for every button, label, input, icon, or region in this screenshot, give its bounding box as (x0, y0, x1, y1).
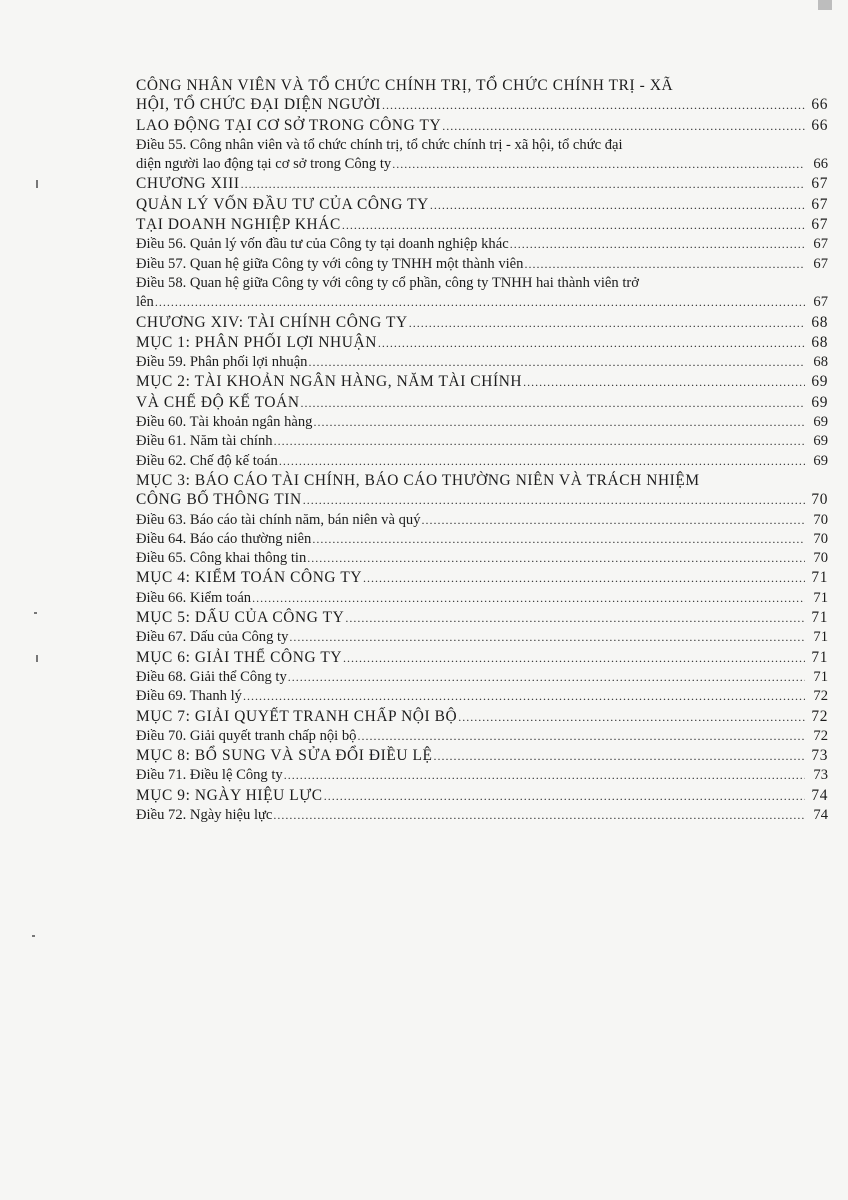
toc-entry-title: Điều 72. Ngày hiệu lực (136, 806, 273, 823)
dot-leader (342, 216, 805, 235)
toc-entry-title: Điều 67. Dấu của Công ty (136, 629, 289, 646)
dot-leader (430, 196, 805, 215)
toc-page-number: 74 (811, 786, 828, 804)
toc-page-number: 70 (813, 511, 828, 528)
dot-leader (422, 511, 806, 530)
toc-page-number: 74 (813, 806, 828, 823)
toc-entry-title: HỘI, TỔ CHỨC ĐẠI DIỆN NGƯỜI (136, 96, 381, 114)
toc-entry-title: MỤC 9: NGÀY HIỆU LỰC (136, 786, 323, 804)
toc-page-number: 69 (813, 433, 828, 450)
dot-leader (523, 373, 805, 392)
dot-leader (279, 452, 805, 471)
toc-entry-title: LAO ĐỘNG TẠI CƠ SỞ TRONG CÔNG TY (136, 116, 442, 134)
toc-entry-title: Điều 66. Kiểm toán (136, 589, 252, 606)
dot-leader (345, 609, 805, 628)
toc-entry (136, 746, 828, 766)
toc-entry-title: CÔNG BỐ THÔNG TIN (136, 491, 302, 509)
toc-page-number: 67 (811, 175, 828, 193)
dot-leader (274, 432, 805, 451)
toc-page-number: 67 (811, 195, 828, 213)
toc-entry (136, 530, 828, 549)
toc-page-number: 72 (813, 727, 828, 744)
toc-entry (136, 215, 828, 235)
toc-page-number: 68 (811, 313, 828, 331)
dot-leader (313, 413, 805, 432)
toc-entry-title: lên (136, 294, 154, 311)
toc-entry-title: Điều 64. Báo cáo thường niên (136, 530, 312, 547)
toc-line: CÔNG NHÂN VIÊN VÀ TỔ CHỨC CHÍNH TRỊ, TỔ CHỨC CHÍNH TRỊ - XÃ (136, 77, 674, 94)
toc-entry (136, 628, 828, 647)
toc-entry-title: Điều 63. Báo cáo tài chính năm, bán niên và quý (136, 511, 421, 528)
dot-leader (289, 628, 805, 647)
toc-entry (136, 353, 828, 372)
toc-entry (136, 608, 828, 628)
dot-leader (252, 589, 805, 608)
toc-page-number: 73 (811, 747, 828, 765)
toc-entry (136, 174, 828, 194)
dot-leader (324, 787, 805, 806)
toc-entry (136, 333, 828, 353)
toc-entry (136, 511, 828, 530)
dot-leader (241, 175, 805, 194)
toc-page-number: 72 (813, 688, 828, 705)
toc-page-number: 67 (813, 236, 828, 253)
toc-entry (136, 393, 828, 413)
toc-entry-title: Điều 57. Quan hệ giữa Công ty với công ty TNHH một thành viên (136, 255, 524, 272)
toc-page-number: 71 (813, 629, 828, 646)
scan-margin-mark (36, 655, 38, 662)
toc-line: Điều 58. Quan hệ giữa Công ty với công ty cổ phần, công ty TNHH hai thành viên trở (136, 274, 639, 291)
toc-entry (136, 235, 828, 254)
toc-page-number: 66 (813, 156, 828, 173)
toc-entry-title: MỤC 6: GIẢI THỂ CÔNG TY (136, 648, 343, 666)
toc-entry-title: CHƯƠNG XIV: TÀI CHÍNH CÔNG TY (136, 313, 408, 331)
toc-entry (136, 589, 828, 608)
toc-entry (136, 413, 828, 432)
toc-entry (136, 372, 828, 392)
toc-entry (136, 687, 828, 706)
toc-entry-title: Điều 69. Thanh lý (136, 688, 242, 705)
dot-leader (243, 687, 805, 706)
table-of-contents (136, 76, 828, 825)
toc-entry-title: CHƯƠNG XIII (136, 175, 240, 193)
toc-entry-title: MỤC 8: BỔ SUNG VÀ SỬA ĐỔI ĐIỀU LỆ (136, 747, 433, 765)
toc-entry (136, 786, 828, 806)
toc-entry-title: VÀ CHẾ ĐỘ KẾ TOÁN (136, 393, 300, 411)
toc-entry (136, 432, 828, 451)
toc-page-number: 70 (811, 491, 828, 509)
dot-leader (284, 766, 805, 785)
toc-entry-title: MỤC 1: PHÂN PHỐI LỢI NHUẬN (136, 333, 377, 351)
toc-entry-title: QUẢN LÝ VỐN ĐẦU TƯ CỦA CÔNG TY (136, 195, 429, 213)
scan-margin-mark (32, 935, 35, 937)
toc-entry (136, 255, 828, 274)
toc-entry-title: MỤC 5: DẤU CỦA CÔNG TY (136, 609, 345, 627)
toc-page-number: 67 (811, 216, 828, 234)
dot-leader (357, 727, 805, 746)
dot-leader (392, 155, 805, 174)
toc-page-number: 71 (811, 569, 828, 587)
toc-entry (136, 116, 828, 136)
toc-entry (136, 95, 828, 115)
toc-page-number: 71 (811, 648, 828, 666)
toc-entry-title: Điều 70. Giải quyết tranh chấp nội bộ (136, 727, 357, 744)
dot-leader (303, 491, 805, 510)
dot-leader (382, 96, 805, 115)
toc-entry (136, 568, 828, 588)
toc-entry-title: diện người lao động tại cơ sở trong Công ty (136, 156, 392, 173)
toc-entry (136, 707, 828, 727)
dot-leader (363, 569, 805, 588)
dot-leader (273, 806, 805, 825)
toc-page-number: 68 (811, 333, 828, 351)
toc-page-number: 69 (813, 414, 828, 431)
toc-page-number: 69 (811, 373, 828, 391)
toc-entry-title: Điều 68. Giải thể Công ty (136, 668, 287, 685)
toc-entry-title: Điều 71. Điều lệ Công ty (136, 767, 283, 784)
dot-leader (308, 353, 805, 372)
toc-page-number: 69 (813, 452, 828, 469)
toc-entry-title: Điều 59. Phân phối lợi nhuận (136, 354, 308, 371)
scan-margin-mark (34, 612, 37, 614)
toc-entry (136, 668, 828, 687)
scan-corner-mark (818, 0, 832, 10)
toc-entry (136, 648, 828, 668)
toc-line: Điều 55. Công nhân viên và tổ chức chính trị, tổ chức chính trị - xã hội, tổ chức đại (136, 136, 623, 153)
dot-leader (312, 530, 805, 549)
dot-leader (458, 708, 805, 727)
toc-entry-title: Điều 62. Chế độ kế toán (136, 452, 278, 469)
toc-page-number: 68 (813, 354, 828, 371)
toc-entry-title: Điều 61. Năm tài chính (136, 433, 273, 450)
toc-page-number: 66 (811, 116, 828, 134)
toc-line: MỤC 3: BÁO CÁO TÀI CHÍNH, BÁO CÁO THƯỜNG NIÊN VÀ TRÁCH NHIỆM (136, 471, 700, 489)
dot-leader (307, 549, 805, 568)
toc-entry-title: MỤC 4: KIỂM TOÁN CÔNG TY (136, 569, 363, 587)
toc-entry (136, 452, 828, 471)
toc-page-number: 71 (811, 609, 828, 627)
toc-page-number: 67 (813, 255, 828, 272)
dot-leader (510, 235, 805, 254)
toc-page-number: 71 (813, 589, 828, 606)
toc-entry-title: Điều 56. Quản lý vốn đầu tư của Công ty tại doanh nghiệp khác (136, 236, 509, 253)
dot-leader (343, 649, 805, 668)
toc-entry-title: MỤC 2: TÀI KHOẢN NGÂN HÀNG, NĂM TÀI CHÍNH (136, 373, 523, 391)
toc-entry (136, 727, 828, 746)
toc-page-number: 72 (811, 707, 828, 725)
dot-leader (288, 668, 805, 687)
toc-entry (136, 195, 828, 215)
dot-leader (442, 117, 805, 136)
toc-page-number: 73 (813, 767, 828, 784)
toc-page-number: 71 (813, 668, 828, 685)
toc-entry-title: MỤC 7: GIẢI QUYẾT TRANH CHẤP NỘI BỘ (136, 707, 458, 725)
toc-entry-title: Điều 60. Tài khoản ngân hàng (136, 414, 313, 431)
dot-leader (378, 334, 805, 353)
toc-page-number: 66 (811, 96, 828, 114)
toc-entry (136, 313, 828, 333)
dot-leader (434, 747, 805, 766)
toc-page-number: 67 (813, 294, 828, 311)
toc-entry (136, 806, 828, 825)
toc-page-number: 69 (811, 393, 828, 411)
toc-entry-title: TẠI DOANH NGHIỆP KHÁC (136, 216, 341, 234)
toc-entry (136, 155, 828, 174)
toc-entry (136, 490, 828, 510)
dot-leader (524, 255, 805, 274)
toc-entry (136, 293, 828, 312)
dot-leader (301, 394, 805, 413)
scan-margin-mark (36, 180, 38, 188)
toc-entry-title: Điều 65. Công khai thông tin (136, 550, 307, 567)
toc-page-number: 70 (813, 550, 828, 567)
toc-page-number: 70 (813, 530, 828, 547)
toc-entry (136, 766, 828, 785)
dot-leader (155, 293, 805, 312)
dot-leader (409, 314, 805, 333)
toc-entry (136, 549, 828, 568)
